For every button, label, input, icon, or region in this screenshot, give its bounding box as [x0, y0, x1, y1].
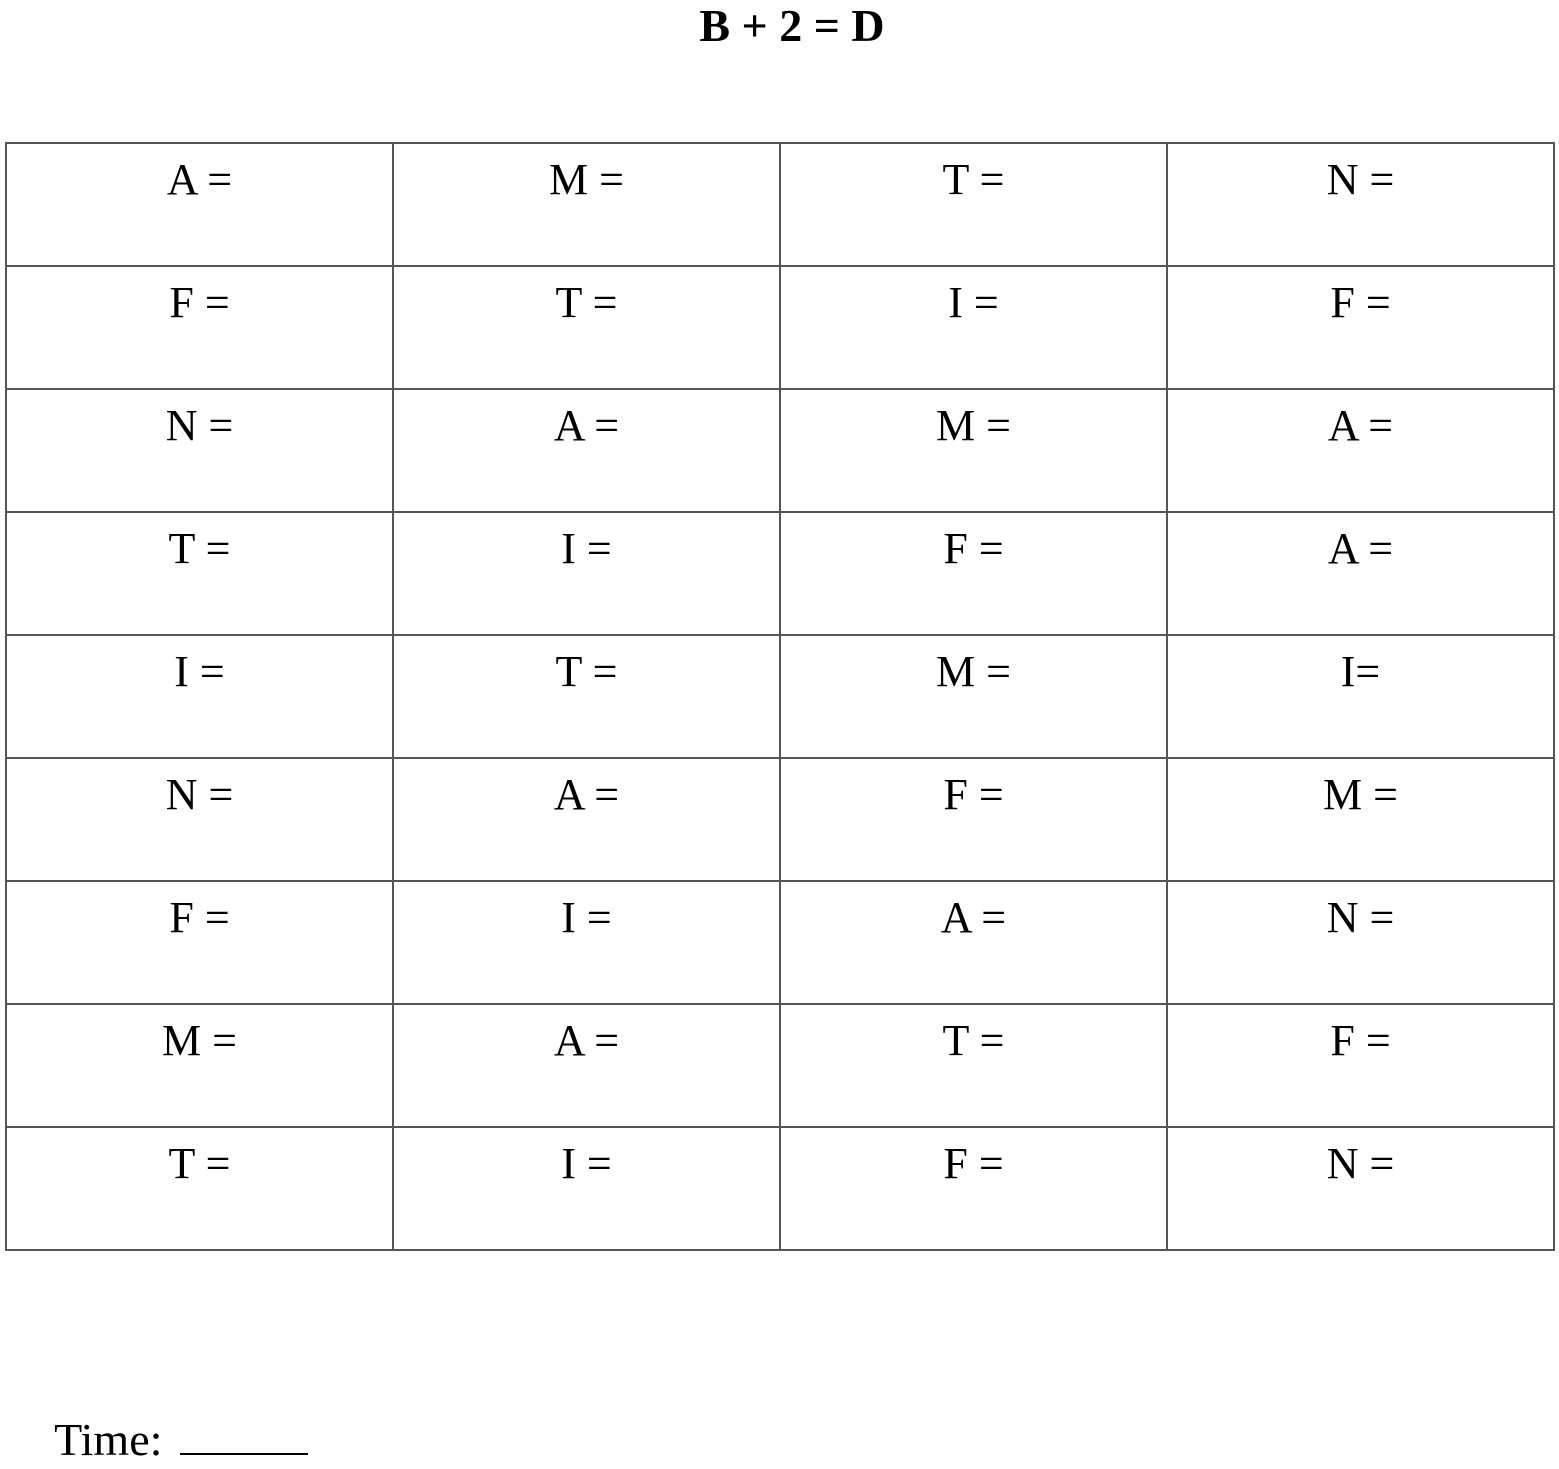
letter-grid	[5, 142, 1555, 1251]
grid-cell[interactable]: F =	[780, 758, 1167, 881]
grid-cell[interactable]: F =	[780, 1127, 1167, 1250]
grid-cell[interactable]: T =	[780, 143, 1167, 266]
grid-cell[interactable]: A =	[393, 389, 780, 512]
grid-cell[interactable]: I =	[780, 266, 1167, 389]
grid-cell[interactable]: T =	[6, 512, 393, 635]
letter-grid-body	[6, 143, 1554, 1250]
grid-cell[interactable]: M =	[6, 1004, 393, 1127]
grid-cell[interactable]: M =	[1167, 758, 1554, 881]
time-blank-line[interactable]	[180, 1413, 308, 1455]
grid-cell[interactable]: N =	[1167, 881, 1554, 1004]
grid-row	[6, 881, 1554, 1004]
grid-cell[interactable]: A =	[1167, 512, 1554, 635]
page-title: B + 2 = D	[699, 0, 885, 51]
grid-cell[interactable]: A =	[393, 758, 780, 881]
grid-cell[interactable]: N =	[6, 758, 393, 881]
grid-cell[interactable]: T =	[780, 1004, 1167, 1127]
grid-cell[interactable]: I=	[1167, 635, 1554, 758]
grid-cell[interactable]: N =	[1167, 1127, 1554, 1250]
grid-cell[interactable]: N =	[6, 389, 393, 512]
grid-row	[6, 635, 1554, 758]
grid-row	[6, 758, 1554, 881]
grid-cell[interactable]: I =	[393, 512, 780, 635]
grid-cell[interactable]: F =	[780, 512, 1167, 635]
grid-cell[interactable]: I =	[393, 881, 780, 1004]
grid-cell[interactable]: F =	[1167, 266, 1554, 389]
grid-cell[interactable]: A =	[6, 143, 393, 266]
grid-cell[interactable]: A =	[780, 881, 1167, 1004]
grid-cell[interactable]: M =	[393, 143, 780, 266]
grid-cell[interactable]: A =	[393, 1004, 780, 1127]
grid-cell[interactable]: T =	[393, 266, 780, 389]
grid-row	[6, 512, 1554, 635]
grid-cell[interactable]: I =	[6, 635, 393, 758]
grid-row	[6, 1127, 1554, 1250]
grid-cell[interactable]: T =	[6, 1127, 393, 1250]
grid-row	[6, 266, 1554, 389]
grid-cell[interactable]: M =	[780, 635, 1167, 758]
grid-row	[6, 389, 1554, 512]
time-label: Time:	[54, 1414, 163, 1465]
grid-cell[interactable]: M =	[780, 389, 1167, 512]
grid-cell[interactable]: A =	[1167, 389, 1554, 512]
grid-cell[interactable]: I =	[393, 1127, 780, 1250]
grid-cell[interactable]: N =	[1167, 143, 1554, 266]
time-field	[32, 1353, 308, 1469]
grid-cell[interactable]: F =	[6, 881, 393, 1004]
grid-cell[interactable]: F =	[1167, 1004, 1554, 1127]
grid-row	[6, 1004, 1554, 1127]
grid-cell[interactable]: T =	[393, 635, 780, 758]
grid-cell[interactable]: F =	[6, 266, 393, 389]
grid-row	[6, 143, 1554, 266]
